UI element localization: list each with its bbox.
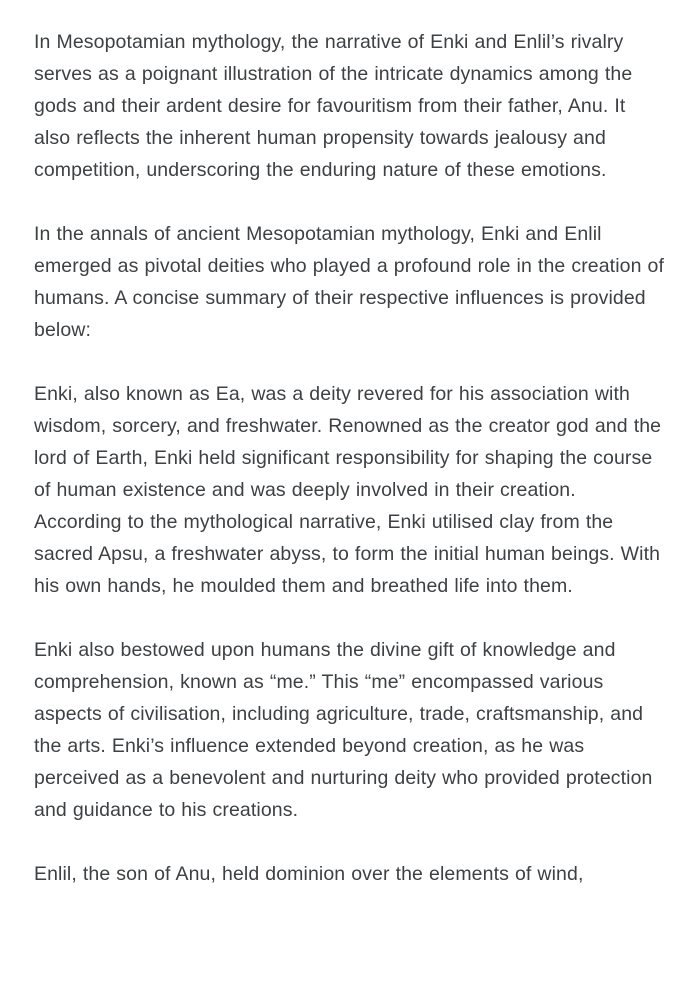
paragraph-enki-creation: Enki, also known as Ea, was a deity revered for his association with wisdom, sorcery, and freshwater. Renowned as the creator god and the lord of Earth, Enki held significant responsibility for shaping the course of human existence and was deeply involved in their creation. According to the mythological narrative, Enki utilised clay from the sacred Apsu, a freshwater abyss, to form the initial human beings. With his own hands, he moulded them and breathed life into them.: [34, 383, 662, 597]
paragraph-enki-me-gift: Enki also bestowed upon humans the divine gift of knowledge and comprehension, known as “me.” This “me” encompassed various aspects of civilisation, including agriculture, trade, craftsmanship, and the arts. Enki’s influence extended beyond creation, as he was perceived as a benevolent and nurturing deity who provided protection and guidance to his creations.: [34, 639, 653, 821]
paragraph-annals-overview: In the annals of ancient Mesopotamian mythology, Enki and Enlil emerged as pivotal deities who played a profound role in the creation of humans. A concise summary of their respective influences is provided below:: [34, 223, 665, 341]
paragraph-enlil-partial: Enlil, the son of Anu, held dominion over the elements of wind,: [34, 863, 584, 885]
paragraph-intro-rivalry: In Mesopotamian mythology, the narrative of Enki and Enlil’s rivalry serves as a poignant illustration of the intricate dynamics among the gods and their ardent desire for favouritism from their father, Anu. It also reflects the inherent human propensity towards jealousy and competition, underscoring the enduring nature of these emotions.: [34, 31, 633, 181]
document-body: [34, 26, 665, 890]
